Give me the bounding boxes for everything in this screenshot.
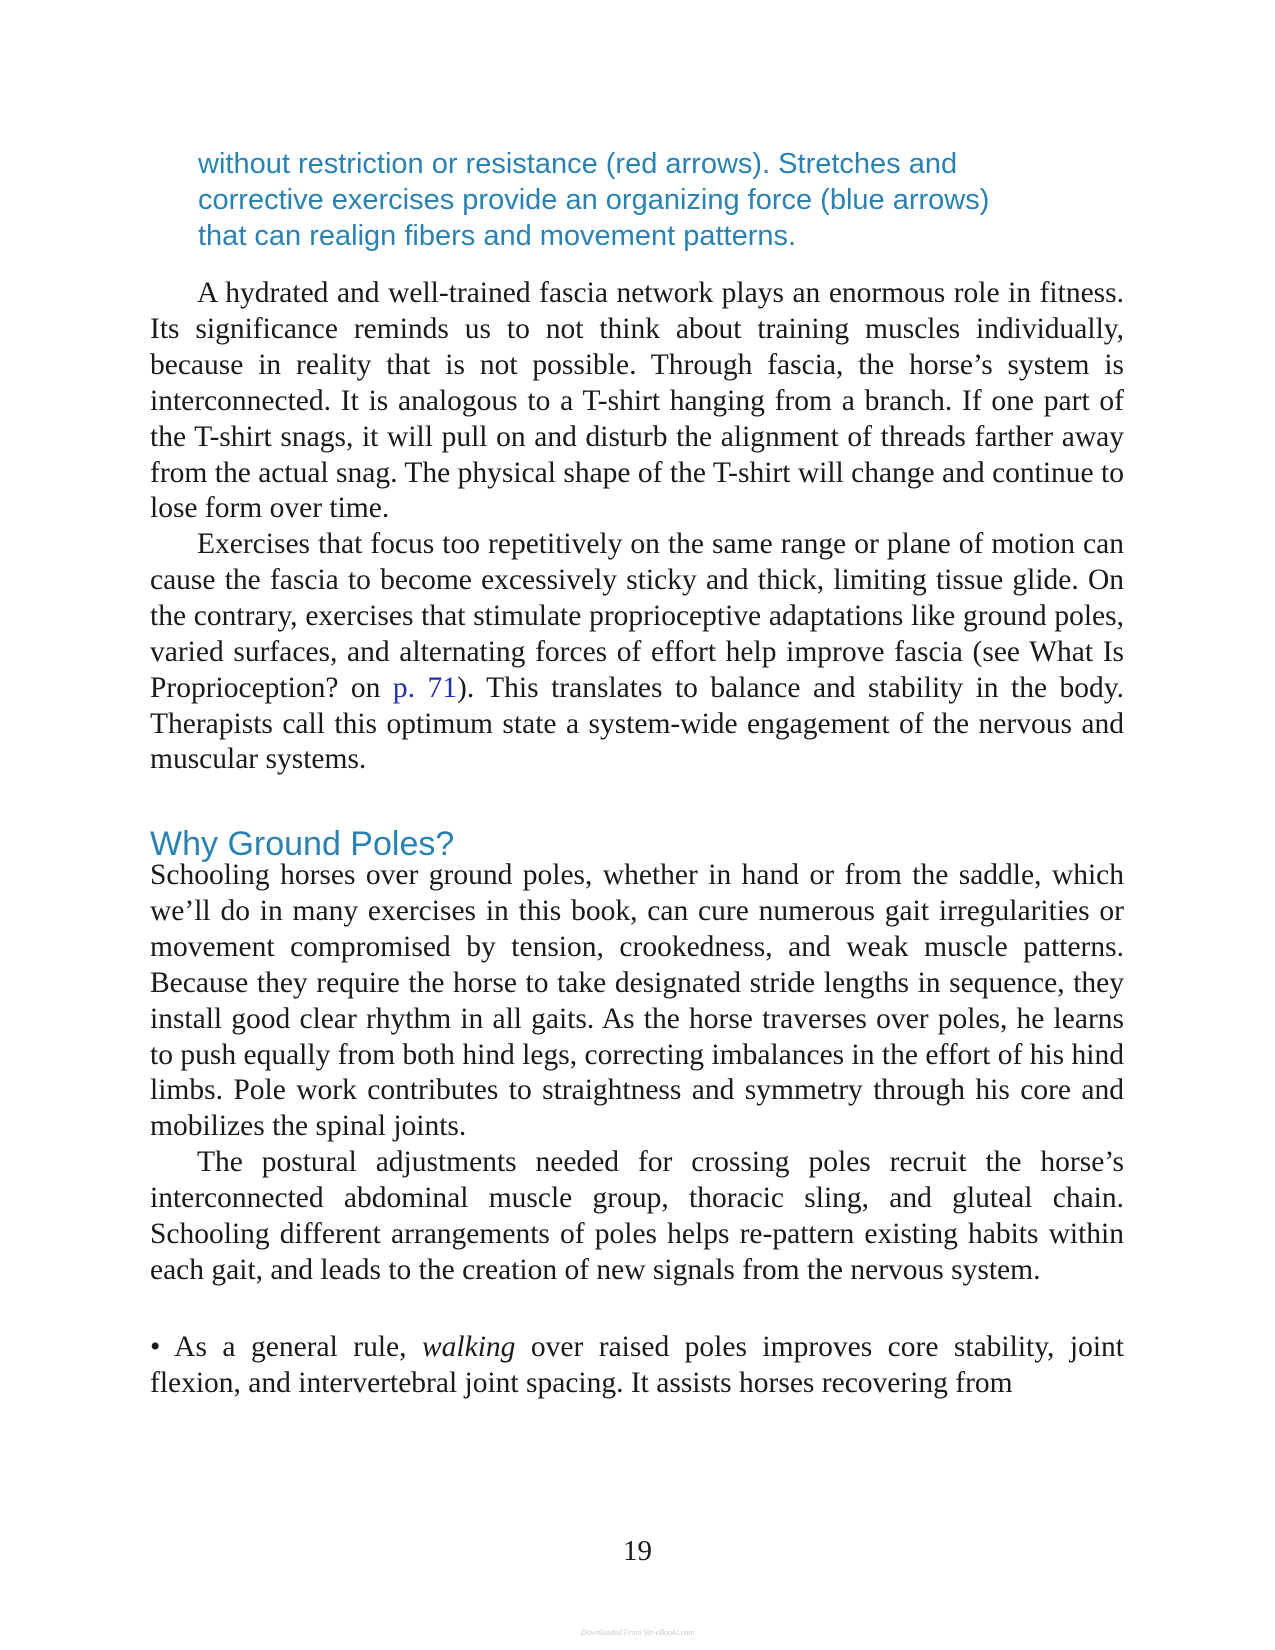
caption-line: that can realign fibers and movement patterns. <box>198 220 797 252</box>
caption-line: without restriction or resistance (red arrows). Stretches and <box>198 148 958 180</box>
section-heading: Why Ground Poles? <box>150 825 455 863</box>
page-number: 19 <box>623 1535 652 1567</box>
paragraph-postural-adjustments: The postural adjustments needed for crossing poles recruit the horse’s interconnected abdominal muscle group, thoracic sling, and gluteal chain. Schooling different arrangements of poles helps re-pattern existing habits within each gait, and leads to the creation of new signals from the nervous system. <box>150 1146 1124 1286</box>
emphasis-walking: walking <box>421 1331 516 1363</box>
paragraph-schooling-poles: Schooling horses over ground poles, whether in hand or from the saddle, which we’ll do in many exercises in this book, can cure numerous gait irregularities or movement compromised by tension, crookedness, and weak muscle patterns. Because they require the horse to take designated stride lengths in sequence, they install good clear rhythm in all gaits. As the horse traverses over poles, he learns to push equally from both hind legs, correcting imbalances in the effort of his hind limbs. Pole work contributes to straightness and symmetry through his core and mobilizes the spinal joints. <box>150 859 1124 1143</box>
page-link[interactable]: p. 71 <box>392 671 458 704</box>
bullet-item-walking <box>150 1330 1124 1402</box>
caption-line: corrective exercises provide an organizing force (blue arrows) <box>198 184 990 216</box>
paragraph-fascia-network: A hydrated and well-trained fascia network plays an enormous role in fitness. Its significance reminds us to not think about training muscles individually, because in reality that is not possible. Through fascia, the horse’s system is interconnected. It is analogous to a T-shirt hanging from a branch. If one part of the T-shirt snags, it will pull on and disturb the alignment of threads farther away from the actual snag. The physical shape of the T-shirt will change and continue to lose form over time. <box>150 277 1124 525</box>
paragraph-text: Exercises that focus too repetitively on the same range or plane of motion can cause the fascia to become excessively sticky and thick, limiting tissue glide. On the contrary, exercises that stimulate proprioceptive adaptations like ground poles, varied surfaces, and alternating forces of effort help improve fascia (see What Is Proprioception? on <box>150 528 1124 704</box>
bullet-text: • As a general rule, <box>150 1331 422 1363</box>
watermark: Downloaded From Vet-eBooks.com <box>580 1628 695 1637</box>
figure-caption <box>198 146 1078 254</box>
paragraph-repetitive-exercises <box>150 527 1124 778</box>
bullet-text: over raised poles improves core stability, joint flexion, and intervertebral joint spacing. It assists horses recovering from <box>150 1331 1124 1399</box>
paragraph-text: ). This translates to balance and stability in the body. Therapists call this optimum state a system-wide engagement of the nervous and muscular systems. <box>150 671 1124 776</box>
